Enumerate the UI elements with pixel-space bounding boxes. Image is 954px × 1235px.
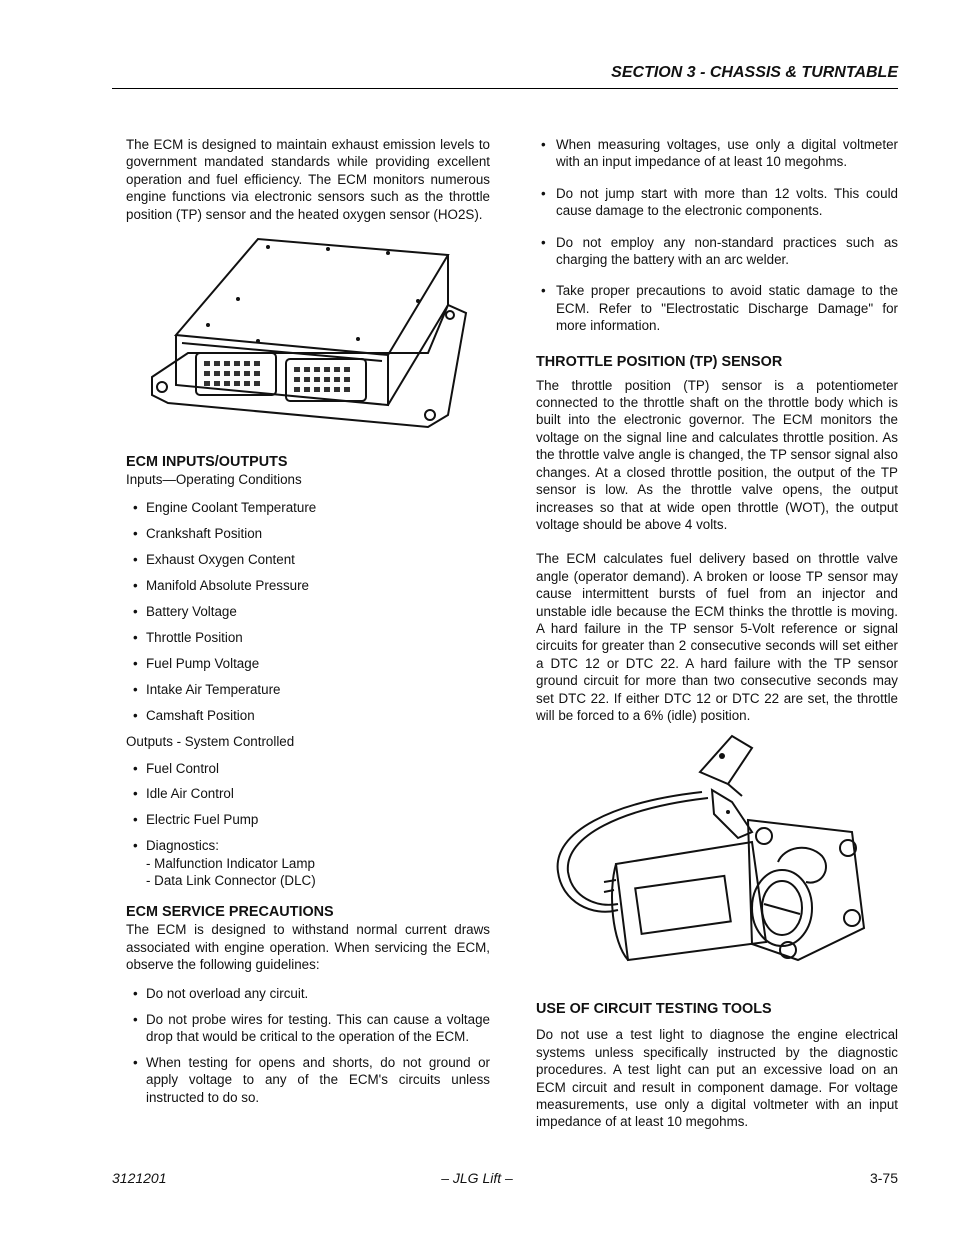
list-item: • Do not overload any circuit. — [126, 985, 490, 1002]
list-item: • Do not probe wires for testing. This can cause a voltage drop that would be critical to the operation of the ECM. — [126, 1011, 490, 1046]
right-column — [536, 136, 898, 1131]
list-item: • Electric Fuel Pump — [126, 811, 490, 828]
inputs-list — [126, 499, 490, 724]
list-item: • Battery Voltage — [126, 603, 490, 620]
list-item: • Exhaust Oxygen Content — [126, 551, 490, 568]
precautions-list — [126, 985, 490, 1106]
ecm-illustration — [148, 235, 490, 445]
list-item: • Do not jump start with more than 12 volts. This could cause damage to the electronic components. — [536, 185, 898, 220]
list-item: • When measuring voltages, use only a digital voltmeter with an input impedance of at least 10 megohms. — [536, 136, 898, 171]
document-number: 3121201 — [112, 1170, 167, 1186]
circuit-tools-heading: USE OF CIRCUIT TESTING TOOLS — [536, 1001, 772, 1018]
diagnostics-sub-item: - Malfunction Indicator Lamp — [146, 855, 315, 871]
precautions-continued-list — [536, 136, 898, 335]
list-item: • Fuel Control — [126, 760, 490, 777]
header-rule — [112, 88, 898, 89]
footer-brand: – JLG Lift – — [441, 1170, 513, 1186]
list-item: • Do not employ any non-standard practices such as charging the battery with an arc welder. — [536, 234, 898, 269]
ecm-io-heading: ECM INPUTS/OUTPUTS — [126, 454, 288, 471]
list-item: • Idle Air Control — [126, 785, 490, 802]
tp-paragraph-2: The ECM calculates fuel delivery based on throttle valve angle (operator demand). A broken or loose TP sensor may cause intermittent bursts of fuel from an injector and unstable idle because the ECM thinks the throttle is moving. A hard failure in the TP sensor 5-Volt reference or signal circuits for greater than 2 consecutive seconds will set either a DTC 12 or DTC 22. A hard failure with the TP sensor ground circuit for more than two consecutive seconds may set DTC 22. If either DTC 12 or DTC 22 are set, the throttle will be forced to a 6% (idle) position. — [536, 551, 898, 723]
section-title: SECTION 3 - CHASSIS & TURNTABLE — [611, 64, 898, 81]
list-item: • Engine Coolant Temperature — [126, 499, 490, 516]
page-number: 3-75 — [869, 1170, 898, 1186]
outputs-label: Outputs - System Controlled — [126, 734, 295, 750]
list-item: • Intake Air Temperature — [126, 681, 490, 698]
precautions-intro: The ECM is designed to withstand normal current draws associated with engine operation. When servicing the ECM, observe the following guidelines: — [126, 922, 490, 973]
list-item: • Throttle Position — [126, 629, 490, 646]
circuit-tools-paragraph: Do not use a test light to diagnose the engine electrical systems unless specifically instructed by the diagnostic procedures. A test light can put an excessive load on an ECM circuit and result in component damage. For voltage measurements, use only a digital voltmeter with an input impedance of at least 10 megohms. — [536, 1027, 898, 1130]
list-item: • Camshaft Position — [126, 707, 490, 724]
list-item-diagnostics — [126, 837, 490, 889]
ecm-precautions-heading: ECM SERVICE PRECAUTIONS — [126, 904, 334, 921]
inputs-label: Inputs—Operating Conditions — [126, 472, 302, 488]
list-item: • When testing for opens and shorts, do not ground or apply voltage to any of the ECM's circuits unless instructed to do so. — [126, 1054, 490, 1106]
diagnostics-sub-item: - Data Link Connector (DLC) — [146, 873, 316, 889]
list-item: • Take proper precautions to avoid static damage to the ECM. Refer to "Electrostatic Discharge Damage" for more information. — [536, 282, 898, 334]
tp-paragraph-1: The throttle position (TP) sensor is a potentiometer connected to the throttle shaft on the throttle body which is built into the electronic governor. The ECM monitors the voltage on the signal line and calculates throttle position. As the throttle valve angle is changed, the TP sensor signal also changes. At a closed throttle position, the output of the TP sensor is low. As the throttle valve opens, the output increases so that at wide open throttle (WOT), the output voltage should be above 4 volts. — [536, 377, 898, 532]
outputs-list — [126, 760, 490, 890]
tp-sensor-heading: THROTTLE POSITION (TP) SENSOR — [536, 353, 783, 370]
list-item: • Manifold Absolute Pressure — [126, 577, 490, 594]
list-item: • Crankshaft Position — [126, 525, 490, 542]
diagnostics-label: • Diagnostics: — [146, 838, 219, 854]
tp-sensor-illustration — [552, 732, 898, 994]
ecm-intro-paragraph: The ECM is designed to maintain exhaust emission levels to government mandated standards while providing excellent operation and fuel efficiency. The ECM monitors numerous engine functions via electronic sensors such as the throttle position (TP) sensor and the heated oxygen sensor (HO2S). — [126, 137, 490, 222]
left-column — [126, 136, 490, 1106]
list-item: • Fuel Pump Voltage — [126, 655, 490, 672]
